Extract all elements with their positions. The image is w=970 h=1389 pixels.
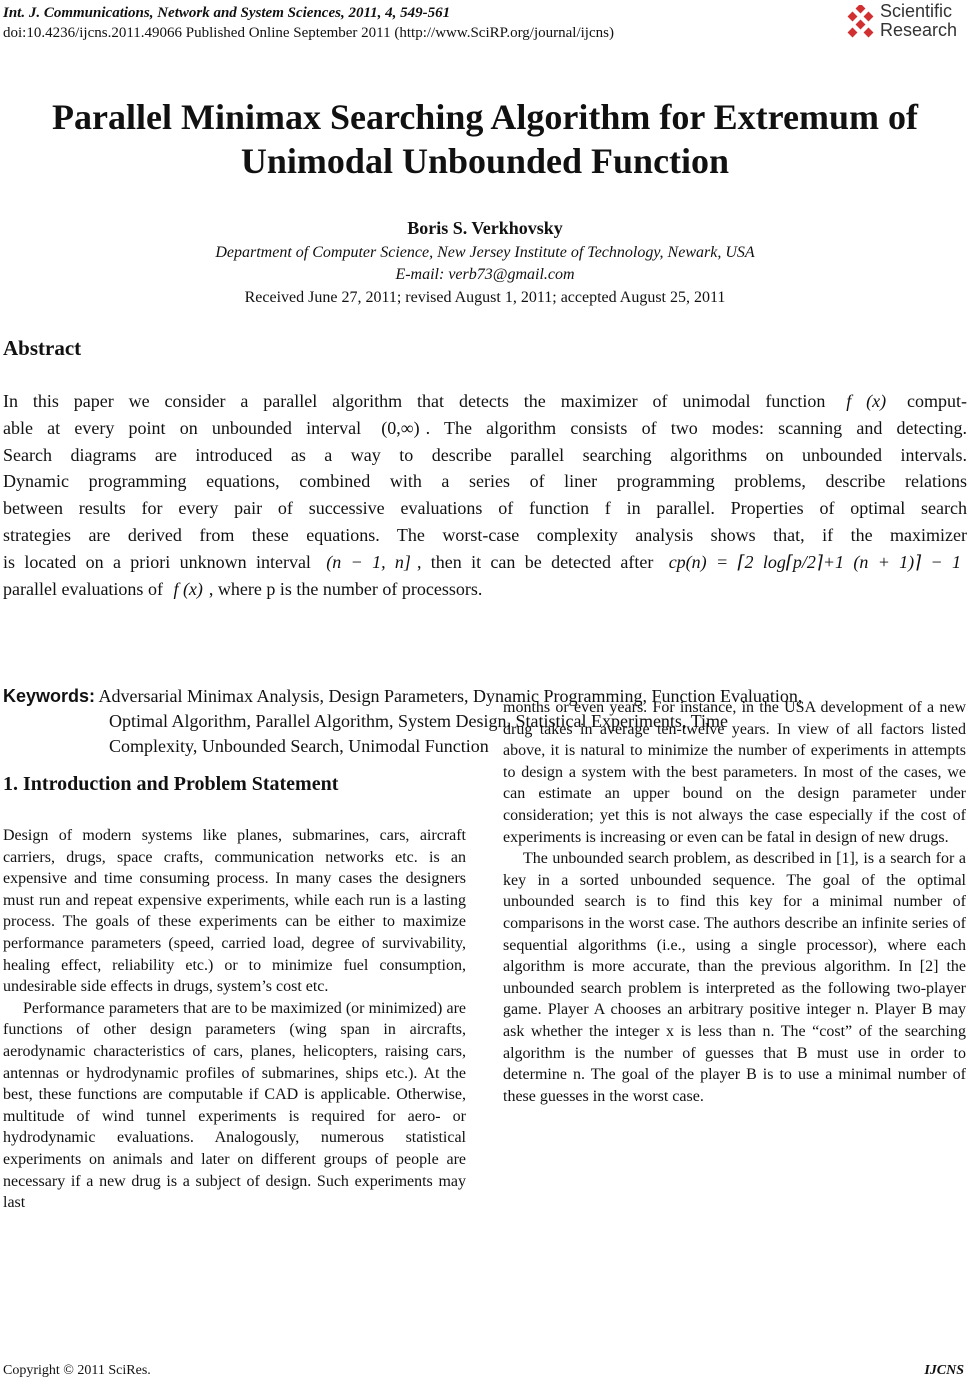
- logo-line-1: Scientific: [880, 1, 953, 21]
- abstract-text: able at every point on unbounded interval: [3, 417, 362, 438]
- abstract-line-8: [3, 576, 967, 603]
- right-column: [503, 697, 966, 1107]
- abstract-line-1: [3, 388, 967, 415]
- footer-copyright: Copyright © 2011 SciRes.: [3, 1363, 151, 1378]
- scientific-research-logo-icon: [844, 5, 878, 39]
- abstract-text: parallel evaluations of: [3, 578, 163, 599]
- math-fx: f (x): [846, 391, 887, 411]
- abstract-line-7: [3, 549, 967, 576]
- logo-text: [880, 2, 957, 40]
- math-interval: (0,∞): [381, 417, 420, 438]
- journal-name: Int. J. Communications, Network and System Sciences: [3, 5, 341, 21]
- journal-citation: [3, 3, 803, 23]
- intro-paragraph-1: Design of modern systems like planes, submarines, cars, aircraft carriers, drugs, space crafts, communication networks etc. is an expensive and time consuming process. In many cases the designers must run and repeat expensive experiments, while each run is a lasting process. The goals of these experiments can be either to maximize performance parameters (speed, carried load, degree of survivability, healing effect, reliability etc.) or to minimize fuel consumption, undesirable side effects in drugs, system’s cost etc.: [3, 827, 466, 996]
- left-column: [3, 825, 466, 1214]
- math-complexity-formula: cp(n) = ⌈2 log⌈p/2⌉+1 (n + 1)⌉ − 1: [668, 551, 962, 572]
- abstract-text: . The algorithm consists of two modes: scanning and detecting.: [425, 417, 967, 438]
- footer-journal-abbrev: IJCNS: [924, 1363, 964, 1378]
- keywords-label: Keywords:: [3, 686, 96, 706]
- submission-dates: Received June 27, 2011; revised August 1, 2011; accepted August 25, 2011: [244, 289, 726, 306]
- author-email: E-mail: verb73@gmail.com: [395, 266, 575, 283]
- author-name: Boris S. Verkhovsky: [407, 218, 563, 238]
- abstract-body: [3, 388, 967, 602]
- abstract-line-6: strategies are derived from these equations. The worst-case complexity analysis shows that, if the maximizer: [3, 524, 967, 545]
- logo-line-2: Research: [880, 20, 958, 40]
- intro-paragraph-4: The unbounded search problem, as described in [1], is a search for a key in a sorted unbounded sequence. The goal of the optimal unbounded search is to find this key for a minimal number of comparisons in the worst case. The authors describe an infinite series of sequential algorithms (i.e., using a single processor), where each algorithm is more accurate, than the previous algorithm. In [2] the unbounded search problem is interpreted as the following two-player game. Player A chooses an arbitrary positive integer n. Player B may ask whether the integer x is less than n. The “cost” of the searching algorithm is the number of guesses that B must use in order to determine n. The goal of the player B is to use a minimal number of these guesses in the worst case.: [503, 850, 966, 1105]
- paper-title: [0, 95, 970, 183]
- publisher-logo: [844, 2, 964, 44]
- intro-paragraph-3: months or even years. For instance, in the USA development of a new drug takes in average ten-twelve years. In view of all factors listed above, it is natural to minimize the number of experiments in attempts to design a system with the best parameters. In most of the cases, we can estimate an upper bound on the design parameter under consideration; yet this is not always the case especially if the cost of experiments is increasing or even can be fatal in design of new drugs.: [503, 699, 966, 846]
- abstract-line-4: Dynamic programming equations, combined with a series of liner programming problems, describe relations: [3, 471, 967, 492]
- abstract-line-2: [3, 415, 967, 442]
- math-unknown-interval: (n − 1, n]: [326, 551, 411, 572]
- paper-title-line-1: Parallel Minimax Searching Algorithm for Extremum of: [52, 97, 918, 137]
- keywords-line-2: Optimal Algorithm, Parallel Algorithm, System Design, Statistical Experiments, Time: [109, 711, 728, 731]
- abstract-heading: Abstract: [3, 336, 82, 360]
- journal-header: [3, 3, 803, 43]
- keywords-line-1: Adversarial Minimax Analysis, Design Parameters, Dynamic Programming, Function Evaluation,: [98, 686, 803, 706]
- paper-title-line-2: Unimodal Unbounded Function: [240, 141, 730, 181]
- doi-line: doi:10.4236/ijcns.2011.49066 Published Online September 2011 (http://www.SciRP.org/journal/ijcns): [3, 25, 614, 41]
- abstract-text: , where p is the number of processors.: [208, 578, 483, 599]
- journal-volume: , 2011, 4, 549-561: [340, 5, 451, 21]
- abstract-text: , then it can be detected after: [416, 551, 654, 572]
- abstract-text: is located on a priori unknown interval: [3, 551, 311, 572]
- abstract-line-5: between results for every pair of successive evaluations of function f in parallel. Properties of optimal search: [3, 498, 967, 519]
- abstract-line-3: Search diagrams are introduced as a way to describe parallel searching algorithms on unbounded intervals.: [3, 444, 967, 465]
- keywords-line-3: Complexity, Unbounded Search, Unimodal Function: [109, 736, 489, 756]
- abstract-text: In this paper we consider a parallel algorithm that detects the maximizer of unimodal function: [3, 391, 826, 411]
- author-affiliation: Department of Computer Science, New Jersey Institute of Technology, Newark, USA: [215, 244, 755, 261]
- section-heading: 1. Introduction and Problem Statement: [3, 773, 339, 795]
- math-fx: f (x): [173, 578, 203, 599]
- intro-paragraph-2: Performance parameters that are to be maximized (or minimized) are functions of other design parameters (wing span in aircrafts, aerodynamic characteristics of cars, planes, helicopters, raising cars, antennas or hydrodynamic profiles of submarines, ships etc.). At the best, these functions are computable if CAD is applicable. Otherwise, multitude of wind tunnel experiments is required for aero- or hydrodynamic evaluations. Analogously, numerous statistical experiments on animals and later on different groups of people are necessary if a new drug is a subject of design. Such experiments may last: [3, 999, 466, 1212]
- abstract-text: comput-: [907, 391, 968, 411]
